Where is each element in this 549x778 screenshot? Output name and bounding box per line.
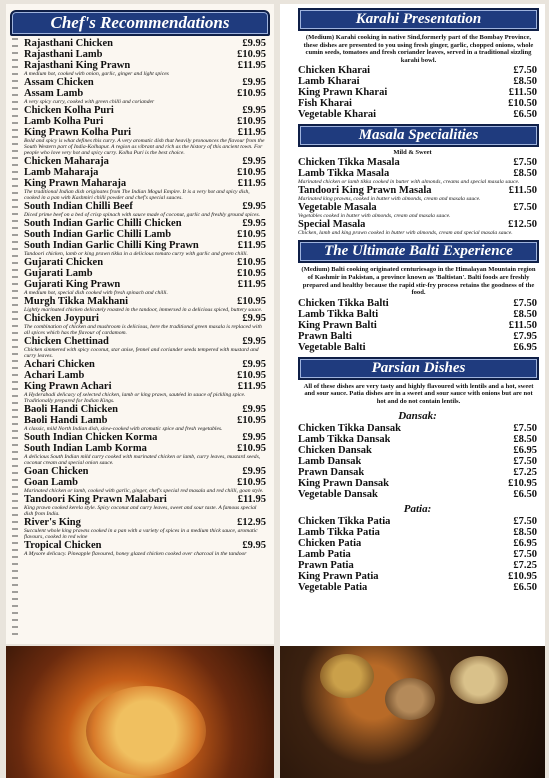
item-name: Fish Kharai bbox=[298, 98, 352, 110]
item-description: Tandoori chicken, lamb or king prawn tikka in a delicious tomato curry with garlic and green chilli. bbox=[24, 251, 248, 257]
item-price: £7.50 bbox=[513, 515, 537, 527]
menu-item bbox=[280, 538, 545, 549]
item-price: £10.95 bbox=[237, 415, 266, 426]
item-description: A Hyderabadi delicacy of selected chicken, lamb or king prawn, sautéed in sauce of pickling spice. Traditionally prepared for Indian Kings. bbox=[24, 392, 246, 404]
item-price: £7.25 bbox=[513, 466, 537, 478]
menu-item bbox=[6, 116, 274, 127]
menu-item bbox=[6, 218, 274, 229]
item-name: Lamb Kolha Puri bbox=[24, 116, 104, 127]
item-description: Marinated chicken or lamb, cooked with garlic, ginger, chef's special red masala and red chilli, goan style. bbox=[24, 488, 264, 494]
item-price: £6.95 bbox=[513, 341, 537, 353]
item-price: £7.50 bbox=[513, 548, 537, 560]
item-price: £11.95 bbox=[237, 178, 266, 189]
item-description: Marinated chicken or lamb tikka cooked in butter with almonds, creams and special masala sauce. bbox=[298, 179, 520, 186]
patia-list bbox=[280, 516, 545, 593]
item-name: Lamb Dansak bbox=[298, 455, 362, 467]
chefs-recommendations-title: Chef's Recommendations bbox=[10, 10, 270, 36]
menu-item bbox=[280, 571, 545, 582]
menu-item bbox=[6, 156, 274, 167]
item-name: Baoli Handi Lamb bbox=[24, 415, 108, 426]
item-description: A very spicy curry, cooked with green chilli and coriander bbox=[24, 99, 155, 105]
chefs-recommendations-page bbox=[6, 4, 274, 644]
menu-item bbox=[280, 98, 545, 109]
menu-item bbox=[280, 87, 545, 98]
menu-item bbox=[6, 257, 274, 268]
item-price: £8.50 bbox=[513, 526, 537, 538]
menu-item bbox=[280, 219, 545, 230]
item-price: £7.50 bbox=[513, 297, 537, 309]
item-price: £9.95 bbox=[242, 156, 266, 167]
item-name: King Prawn Kolha Puri bbox=[24, 127, 132, 138]
item-name: King Prawn Patia bbox=[298, 570, 379, 582]
item-price: £9.95 bbox=[242, 201, 266, 212]
item-name: Lamb Patia bbox=[298, 548, 351, 560]
item-price: £11.95 bbox=[237, 240, 266, 251]
menu-item bbox=[6, 466, 274, 477]
biryani-photo bbox=[6, 646, 274, 778]
item-price: £9.95 bbox=[242, 105, 266, 116]
menu-item bbox=[280, 467, 545, 478]
masala-subtitle: Mild & Sweet bbox=[393, 149, 432, 157]
menu-item bbox=[280, 445, 545, 456]
item-description: Marinated king prawns, cooked in butter with almonds, cream and masala sauce. bbox=[298, 196, 481, 203]
item-price: £9.95 bbox=[242, 38, 266, 49]
menu-item bbox=[280, 185, 545, 196]
item-price: £8.50 bbox=[513, 168, 537, 180]
item-price: £10.95 bbox=[508, 570, 537, 582]
item-name: Vegetable Patia bbox=[298, 581, 368, 593]
menu-item bbox=[280, 489, 545, 500]
item-name: Lamb Tikka Dansak bbox=[298, 433, 391, 445]
item-price: £6.95 bbox=[513, 444, 537, 456]
item-price: £9.95 bbox=[242, 466, 266, 477]
item-price: £10.95 bbox=[237, 49, 266, 60]
item-price: £9.95 bbox=[242, 432, 266, 443]
menu-item bbox=[6, 268, 274, 279]
masala-list bbox=[280, 157, 545, 236]
item-price: £10.95 bbox=[237, 370, 266, 381]
item-description: King prawn cooked kerela style. Spicy coconut and curry leaves, sweet and sour taste. A famous special dish from India. bbox=[24, 505, 257, 517]
menu-item bbox=[280, 456, 545, 467]
masala-title: Masala Specialities bbox=[298, 124, 539, 147]
item-name: Vegetable Balti bbox=[298, 341, 366, 353]
menu-item bbox=[280, 76, 545, 87]
item-price: £7.50 bbox=[513, 455, 537, 467]
menu-item bbox=[6, 404, 274, 415]
item-name: Chicken Dansak bbox=[298, 444, 372, 456]
item-name: Assam Lamb bbox=[24, 88, 84, 99]
item-price: £10.95 bbox=[237, 477, 266, 488]
item-price: £9.95 bbox=[242, 77, 266, 88]
menu-item bbox=[6, 443, 274, 454]
menu-item bbox=[280, 560, 545, 571]
item-name: Goan Lamb bbox=[24, 477, 78, 488]
item-price: £7.95 bbox=[513, 330, 537, 342]
item-description: Lightly marinated chicken delicately roasted in the tandoor, immersed in a delicious spiced, buttery sauce. bbox=[24, 307, 263, 313]
item-price: £10.95 bbox=[237, 268, 266, 279]
item-price: £10.95 bbox=[237, 116, 266, 127]
item-price: £9.95 bbox=[242, 359, 266, 370]
item-price: £10.95 bbox=[237, 88, 266, 99]
item-description: A medium hot, cooked with onion, garlic, ginger and light spices bbox=[24, 71, 169, 77]
item-price: £8.50 bbox=[513, 433, 537, 445]
item-name: Gujarati King Prawn bbox=[24, 279, 121, 290]
item-price: £11.50 bbox=[508, 319, 537, 331]
item-name: Lamb Tikka Balti bbox=[298, 308, 379, 320]
item-name: Chicken Patia bbox=[298, 537, 362, 549]
item-name: Achari Chicken bbox=[24, 359, 95, 370]
item-name: Chicken Tikka Masala bbox=[298, 157, 400, 169]
item-description: Diced prime beef on a bed of crisp spinach with sauce made of coconut, garlic and freshly ground spices. bbox=[24, 212, 261, 218]
karahi-title: Karahi Presentation bbox=[298, 8, 539, 31]
item-name: South Indian Chicken Korma bbox=[24, 432, 158, 443]
item-name: Chicken Maharaja bbox=[24, 156, 109, 167]
item-price: £6.50 bbox=[513, 488, 537, 500]
item-name: Rajasthani Lamb bbox=[24, 49, 103, 60]
item-price: £7.50 bbox=[513, 157, 537, 169]
menu-item bbox=[280, 582, 545, 593]
item-name: Chicken Tikka Dansak bbox=[298, 422, 401, 434]
item-price: £9.95 bbox=[242, 313, 266, 324]
item-price: £12.95 bbox=[237, 517, 266, 528]
item-name: Tropical Chicken bbox=[24, 540, 102, 551]
menu-item bbox=[280, 527, 545, 538]
item-description: The traditional Indian dish originates from The Indian Mogul Empire. It is a very hot and spicy dish, cooked in a pan with Kashmiri chilli powder and chef's special sauces. bbox=[24, 189, 250, 201]
item-name: Baoli Handi Chicken bbox=[24, 404, 118, 415]
item-price: £6.50 bbox=[513, 109, 537, 121]
item-price: £7.50 bbox=[513, 422, 537, 434]
menu-item bbox=[6, 178, 274, 189]
menu-item bbox=[280, 157, 545, 168]
balti-title: The Ultimate Balti Experience bbox=[298, 240, 539, 263]
item-price: £7.50 bbox=[513, 65, 537, 77]
item-name: Rajasthani Chicken bbox=[24, 38, 113, 49]
specialities-page bbox=[280, 4, 545, 650]
menu-item bbox=[6, 240, 274, 251]
item-description: A Mysore delicacy. Pineapple flavoured, honey glazed chicken cooked over charcoal in the tandoor bbox=[24, 551, 247, 557]
item-price: £9.95 bbox=[242, 540, 266, 551]
item-price: £7.50 bbox=[513, 202, 537, 214]
item-price: £11.50 bbox=[508, 185, 537, 197]
item-price: £9.95 bbox=[242, 404, 266, 415]
menu-item bbox=[280, 298, 545, 309]
item-price: £9.95 bbox=[242, 336, 266, 347]
item-name: South Indian Garlic Chilli Lamb bbox=[24, 229, 172, 240]
menu-item bbox=[6, 88, 274, 99]
item-name: Chicken Kolha Puri bbox=[24, 105, 114, 116]
item-description: Succulent whole king prawns cooked in a pan with a variety of spices in a medium thick sauce, aromatic flavours, cooked in red wine bbox=[24, 528, 258, 540]
item-name: Lamb Maharaja bbox=[24, 167, 99, 178]
item-description: Chicken, lamb and king prawn cooked in butter with almonds, cream and special masala sauce. bbox=[298, 230, 513, 237]
menu-item bbox=[6, 381, 274, 392]
menu-item bbox=[6, 201, 274, 212]
item-name: Lamb Kharai bbox=[298, 76, 360, 88]
item-price: £11.95 bbox=[237, 279, 266, 290]
item-name: Lamb Tikka Masala bbox=[298, 168, 390, 180]
menu-item bbox=[6, 60, 274, 71]
menu-item bbox=[280, 168, 545, 179]
menu-item bbox=[6, 38, 274, 49]
menu-item bbox=[6, 296, 274, 307]
item-price: £6.95 bbox=[513, 537, 537, 549]
item-name: Tandoori King Prawn Masala bbox=[298, 185, 432, 197]
spices-photo bbox=[280, 646, 545, 778]
balti-list bbox=[280, 298, 545, 353]
item-name: South Indian Chilli Beef bbox=[24, 201, 133, 212]
menu-item bbox=[280, 478, 545, 489]
menu-item bbox=[6, 517, 274, 528]
item-price: £6.50 bbox=[513, 581, 537, 593]
parsian-intro: All of these dishes are very tasty and highly flavoured with lentils and a hot, sweet and sour sauce. Patia dishes are in a sweet and sour sauce with onions but are not hot and do not contain lentils. bbox=[303, 382, 534, 405]
item-name: South Indian Garlic Chilli Chicken bbox=[24, 218, 182, 229]
item-price: £7.25 bbox=[513, 559, 537, 571]
menu-item bbox=[6, 415, 274, 426]
menu-item bbox=[6, 540, 274, 551]
dansak-heading: Dansak: bbox=[398, 409, 437, 422]
item-name: Lamb Tikka Patia bbox=[298, 526, 380, 538]
item-description: Bold and spicy is what defines this curry. A very aromatic dish that heavily pronounces the flavour from the South Western part of India-Kolhapur. A region as vibrant and rich as the history of this ancient town. For people who love very hot and spicy curry. Kolha Puri is the best choice. bbox=[24, 138, 265, 156]
item-name: King Prawn Achari bbox=[24, 381, 112, 392]
menu-item bbox=[6, 370, 274, 381]
item-name: King Prawn Kharai bbox=[298, 87, 388, 99]
menu-item bbox=[280, 320, 545, 331]
item-name: Chicken Chettinad bbox=[24, 336, 109, 347]
item-name: River's King bbox=[24, 517, 81, 528]
item-name: Chicken Tikka Patia bbox=[298, 515, 391, 527]
karahi-list bbox=[280, 65, 545, 120]
patia-heading: Patia: bbox=[403, 502, 432, 515]
item-description: Chicken simmered with spicy coconut, star anise, fennel and coriander seeds tempered with mustard and curry leaves. bbox=[24, 347, 259, 359]
menu-item bbox=[6, 432, 274, 443]
menu-item bbox=[280, 423, 545, 434]
menu-item bbox=[280, 342, 545, 353]
item-name: Goan Chicken bbox=[24, 466, 89, 477]
item-price: £10.95 bbox=[508, 477, 537, 489]
menu-item bbox=[6, 336, 274, 347]
item-price: £11.50 bbox=[508, 87, 537, 99]
menu-item bbox=[6, 313, 274, 324]
item-price: £10.95 bbox=[237, 443, 266, 454]
item-price: £10.95 bbox=[237, 296, 266, 307]
item-name: Gujarati Lamb bbox=[24, 268, 93, 279]
item-name: Chicken Tikka Balti bbox=[298, 297, 389, 309]
menu-item bbox=[6, 77, 274, 88]
item-price: £8.50 bbox=[513, 308, 537, 320]
menu-item bbox=[6, 494, 274, 505]
binding-spiral bbox=[12, 38, 18, 638]
item-name: South Indian Garlic Chilli King Prawn bbox=[24, 240, 199, 251]
item-description: A medium hot, special dish cooked with fresh spinach and chilli. bbox=[24, 290, 168, 296]
item-name: King Prawn Balti bbox=[298, 319, 377, 331]
menu-item bbox=[280, 549, 545, 560]
menu-item bbox=[6, 359, 274, 370]
menu-item bbox=[6, 105, 274, 116]
menu-item bbox=[280, 434, 545, 445]
item-price: £11.95 bbox=[237, 60, 266, 71]
menu-item bbox=[280, 331, 545, 342]
menu-item bbox=[6, 229, 274, 240]
item-name: Vegetable Dansak bbox=[298, 488, 378, 500]
item-price: £10.95 bbox=[237, 167, 266, 178]
menu-item bbox=[280, 65, 545, 76]
item-name: Vegetable Masala bbox=[298, 202, 377, 214]
menu-item bbox=[280, 202, 545, 213]
dansak-list bbox=[280, 423, 545, 500]
item-price: £11.95 bbox=[237, 127, 266, 138]
menu-item bbox=[6, 279, 274, 290]
menu-item bbox=[280, 309, 545, 320]
item-name: Achari Lamb bbox=[24, 370, 85, 381]
chefs-recommendations-list bbox=[6, 38, 274, 557]
item-name: Chicken Joypuri bbox=[24, 313, 99, 324]
menu-item bbox=[280, 109, 545, 120]
item-price: £10.95 bbox=[237, 229, 266, 240]
item-name: Prawn Patia bbox=[298, 559, 354, 571]
item-price: £8.50 bbox=[513, 76, 537, 88]
karahi-intro: (Medium) Karahi cooking in native Sind,formerly part of the Bombay Province, these dishes are presented to you using fresh ginger, garlic, chopped onions, whole cumin seeds, tomatoes and fresh coriander leaves, served in a traditional sizzling karahi bowl. bbox=[303, 34, 534, 64]
item-name: Prawn Dansak bbox=[298, 466, 365, 478]
item-name: Tandoori King Prawn Malabari bbox=[24, 494, 167, 505]
item-name: Murgh Tikka Makhani bbox=[24, 296, 129, 307]
menu-item bbox=[6, 477, 274, 488]
item-name: Gujarati Chicken bbox=[24, 257, 104, 268]
item-name: Special Masala bbox=[298, 219, 366, 231]
item-price: £11.95 bbox=[237, 494, 266, 505]
menu-item bbox=[280, 516, 545, 527]
item-name: South Indian Lamb Korma bbox=[24, 443, 147, 454]
item-description: The combination of chicken and mushroom is delicious, here the traditional green masala is replaced with all spices which has the flavour of cardamom. bbox=[24, 324, 262, 336]
item-name: Vegetable Kharai bbox=[298, 109, 377, 121]
menu-item bbox=[6, 49, 274, 60]
item-name: Chicken Kharai bbox=[298, 65, 371, 77]
item-name: Assam Chicken bbox=[24, 77, 94, 88]
balti-intro: (Medium) Balti cooking originated centuriesago in the Himalayan Mountain region of Kashmir in Pakistan, a province known as 'Baltistan'. Balti foods are freshly prepared and healthy because the rapid stir-fry process retains the goodness of the food. bbox=[301, 266, 536, 297]
item-price: £10.50 bbox=[508, 98, 537, 110]
item-name: King Prawn Dansak bbox=[298, 477, 390, 489]
item-name: Prawn Balti bbox=[298, 330, 352, 342]
menu-item bbox=[6, 127, 274, 138]
item-price: £9.95 bbox=[242, 218, 266, 229]
item-price: £11.95 bbox=[237, 381, 266, 392]
item-description: Vegetables cooked in butter with almonds, cream and masala sauce. bbox=[298, 213, 451, 220]
item-price: £10.95 bbox=[237, 257, 266, 268]
item-description: A delicious South Indian mild curry cooked with marinated chicken or lamb, curry leaves, mustard seeds, coconut cream and special onion sauce. bbox=[24, 454, 261, 466]
parsian-title: Parsian Dishes bbox=[298, 357, 539, 380]
item-name: King Prawn Maharaja bbox=[24, 178, 127, 189]
menu-item bbox=[6, 167, 274, 178]
item-price: £12.50 bbox=[508, 219, 537, 231]
item-description: A classic, mild North Indian dish, slow-cooked with aromatic spice and fresh vegetables. bbox=[24, 426, 223, 432]
item-name: Rajasthani King Prawn bbox=[24, 60, 131, 71]
